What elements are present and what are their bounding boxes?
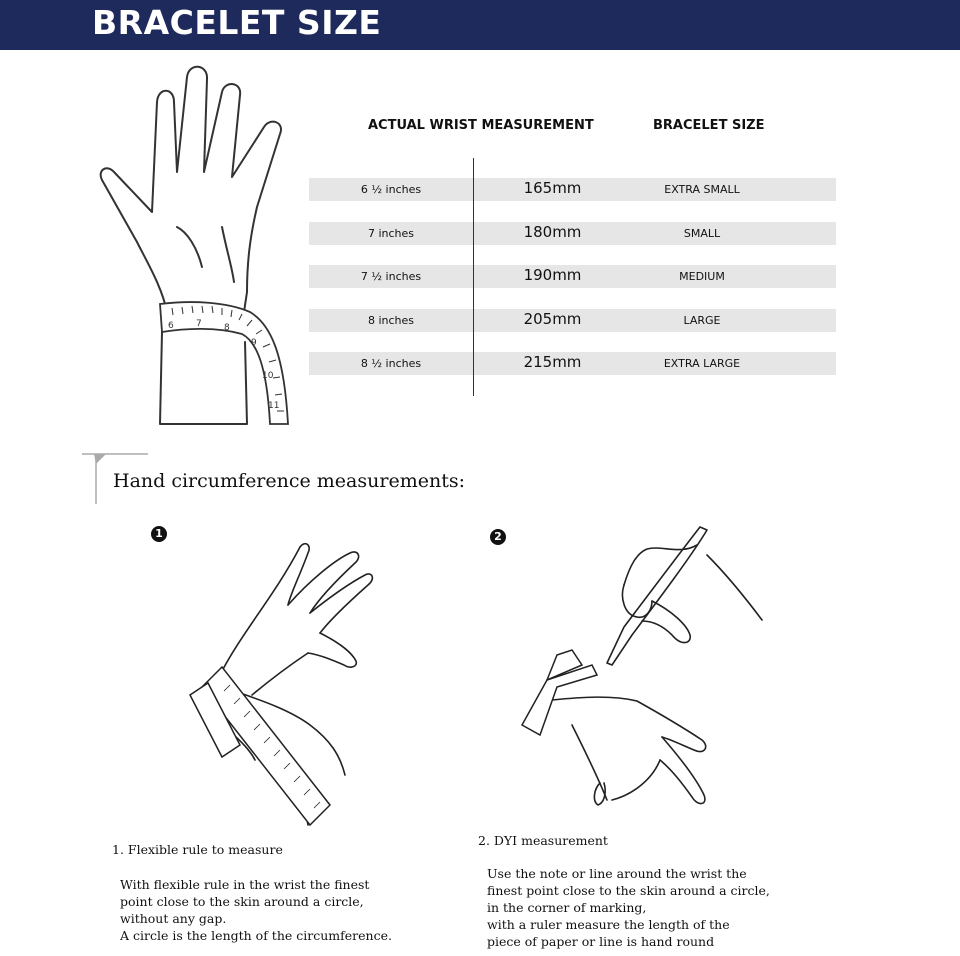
cell-mm: 205mm bbox=[523, 310, 582, 328]
tape-tick-6: 6 bbox=[168, 321, 174, 331]
step-1-badge: 1 bbox=[151, 526, 167, 542]
tape-tick-7: 7 bbox=[196, 319, 202, 329]
table-row bbox=[309, 178, 836, 201]
hand-measuring-tape-illustration bbox=[92, 62, 312, 432]
step-1-line: without any gap. bbox=[120, 911, 227, 926]
step-1-line: point close to the skin around a circle, bbox=[120, 894, 364, 909]
header-banner bbox=[0, 0, 960, 50]
tape-tick-10: 10 bbox=[262, 371, 274, 381]
step-2-line: with a ruler measure the length of the bbox=[487, 917, 730, 932]
column-divider bbox=[473, 158, 474, 396]
step-1-caption: 1. Flexible rule to measure bbox=[112, 842, 283, 857]
tape-tick-11: 11 bbox=[268, 401, 280, 411]
flexible-rule-illustration bbox=[180, 535, 380, 830]
cell-inches: 8 ½ inches bbox=[360, 357, 422, 370]
step-2-line: Use the note or line around the wrist the bbox=[487, 866, 747, 881]
cell-mm: 180mm bbox=[523, 223, 582, 241]
page-title: BRACELET SIZE bbox=[92, 3, 382, 42]
table-row bbox=[309, 265, 836, 288]
step-2-caption: 2. DYI measurement bbox=[478, 833, 608, 848]
tape-tick-9: 9 bbox=[251, 338, 257, 348]
step-2-line: in the corner of marking, bbox=[487, 900, 647, 915]
cell-inches: 7 inches bbox=[367, 227, 415, 240]
cell-size: SMALL bbox=[683, 227, 721, 240]
step-1-description bbox=[120, 876, 392, 944]
cell-size: MEDIUM bbox=[679, 270, 725, 283]
cell-mm: 190mm bbox=[523, 266, 582, 284]
tape-tick-8: 8 bbox=[224, 323, 230, 333]
cell-mm: 215mm bbox=[523, 353, 582, 371]
table-row bbox=[309, 352, 836, 375]
step-2-badge: 2 bbox=[490, 529, 506, 545]
paper-strip-illustration bbox=[512, 525, 772, 820]
step-1-line: With flexible rule in the wrist the finest bbox=[120, 877, 370, 892]
section-title: Hand circumference measurements: bbox=[113, 470, 465, 492]
cell-inches: 6 ½ inches bbox=[360, 183, 422, 196]
cell-inches: 7 ½ inches bbox=[360, 270, 422, 283]
cell-size: LARGE bbox=[683, 314, 721, 327]
step-1-line: A circle is the length of the circumference. bbox=[120, 928, 392, 943]
col-header-size: BRACELET SIZE bbox=[653, 118, 765, 133]
step-2-line: finest point close to the skin around a circle, bbox=[487, 883, 770, 898]
cell-mm: 165mm bbox=[523, 179, 582, 197]
table-row bbox=[309, 309, 836, 332]
col-header-wrist: ACTUAL WRIST MEASUREMENT bbox=[368, 118, 594, 133]
step-2-line: piece of paper or line is hand round bbox=[487, 934, 715, 949]
step-2-description bbox=[487, 865, 770, 950]
cell-size: EXTRA SMALL bbox=[664, 183, 740, 196]
table-row bbox=[309, 222, 836, 245]
cell-size: EXTRA LARGE bbox=[663, 357, 741, 370]
cell-inches: 8 inches bbox=[367, 314, 415, 327]
